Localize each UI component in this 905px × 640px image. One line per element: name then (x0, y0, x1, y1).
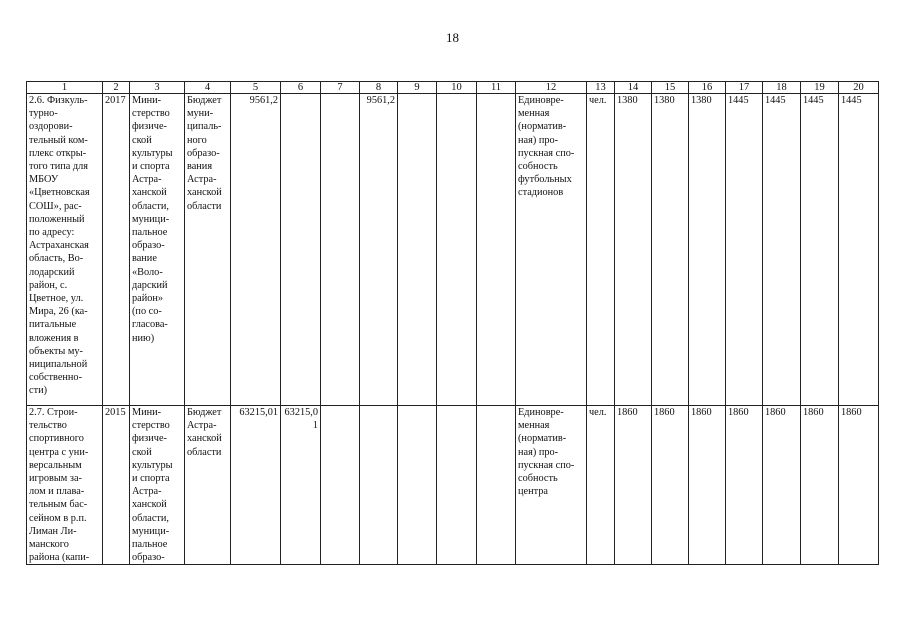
program-table (26, 81, 879, 565)
cell-col-7 (321, 94, 360, 406)
cell-col-10 (437, 94, 477, 406)
cell-col-15: 1380 (652, 94, 689, 406)
column-header-5: 5 (231, 82, 281, 94)
table-row (27, 406, 879, 565)
cell-col-18: 1445 (763, 94, 801, 406)
column-header-8: 8 (360, 82, 398, 94)
column-header-6: 6 (281, 82, 321, 94)
column-header-13: 13 (587, 82, 615, 94)
column-header-19: 19 (801, 82, 839, 94)
cell-executor: Мини- стерство физиче- ской культуры и спорта Астра- ханской области, муници- пальное образо- (130, 406, 185, 565)
cell-unit: чел. (587, 94, 615, 406)
cell-col-8: 9561,2 (360, 94, 398, 406)
cell-col-17: 1445 (726, 94, 763, 406)
cell-col-5: 63215,01 (231, 406, 281, 565)
cell-col-14: 1380 (615, 94, 652, 406)
column-header-11: 11 (477, 82, 516, 94)
cell-indicator: Единовре- менная (норматив- ная) про- пускная спо- собность центра (516, 406, 587, 565)
column-header-17: 17 (726, 82, 763, 94)
cell-col-16: 1860 (689, 406, 726, 565)
cell-col-14: 1860 (615, 406, 652, 565)
column-header-20: 20 (839, 82, 879, 94)
cell-col-6: 63215,01 (281, 406, 321, 565)
cell-funding-source: Бюджет муни- ципаль- ного образо- вания Астра- ханской области (185, 94, 231, 406)
cell-col-19: 1445 (801, 94, 839, 406)
cell-col-17: 1860 (726, 406, 763, 565)
column-header-4: 4 (185, 82, 231, 94)
cell-col-9 (398, 94, 437, 406)
cell-col-19: 1860 (801, 406, 839, 565)
cell-indicator: Единовре- менная (норматив- ная) про- пускная спо- собность футбольных стадионов (516, 94, 587, 406)
cell-executor: Мини- стерство физиче- ской культуры и спорта Астра- ханской области, муници- пальное образо- вание «Воло- дарский район» (по со- гласова- нию) (130, 94, 185, 406)
cell-col-11 (477, 94, 516, 406)
cell-object-name: 2.7. Строи- тельство спортивного центра с уни- версальным игровым за- лом и плава- тельным бас- сейном в р.п. Лиман Ли- манского района (капи- (27, 406, 103, 565)
column-header-10: 10 (437, 82, 477, 94)
cell-year: 2015 (103, 406, 130, 565)
header-row (27, 82, 879, 94)
cell-col-6 (281, 94, 321, 406)
cell-col-11 (477, 406, 516, 565)
cell-col-8 (360, 406, 398, 565)
table-row (27, 94, 879, 406)
column-header-15: 15 (652, 82, 689, 94)
column-header-12: 12 (516, 82, 587, 94)
cell-col-20: 1445 (839, 94, 879, 406)
cell-col-5: 9561,2 (231, 94, 281, 406)
column-header-16: 16 (689, 82, 726, 94)
cell-col-9 (398, 406, 437, 565)
cell-col-7 (321, 406, 360, 565)
column-header-7: 7 (321, 82, 360, 94)
cell-funding-source: Бюджет Астра- ханской области (185, 406, 231, 565)
cell-object-name: 2.6. Физкуль- турно- оздорови- тельный ком- плекс откры- того типа для МБОУ «Цветновская СОШ», рас- положенный по адресу: Астраханская область, Во- лодарский район, с. Цветное, ул. Мира, 26 (ка- питальные вложения в объекты му- ниципальной собственно- сти) (27, 94, 103, 406)
cell-year: 2017 (103, 94, 130, 406)
cell-col-18: 1860 (763, 406, 801, 565)
cell-col-20: 1860 (839, 406, 879, 565)
column-header-9: 9 (398, 82, 437, 94)
cell-col-10 (437, 406, 477, 565)
cell-col-15: 1860 (652, 406, 689, 565)
column-header-1: 1 (27, 82, 103, 94)
column-header-3: 3 (130, 82, 185, 94)
cell-col-16: 1380 (689, 94, 726, 406)
column-header-18: 18 (763, 82, 801, 94)
page-number: 18 (446, 30, 459, 45)
column-header-14: 14 (615, 82, 652, 94)
cell-unit: чел. (587, 406, 615, 565)
column-header-2: 2 (103, 82, 130, 94)
